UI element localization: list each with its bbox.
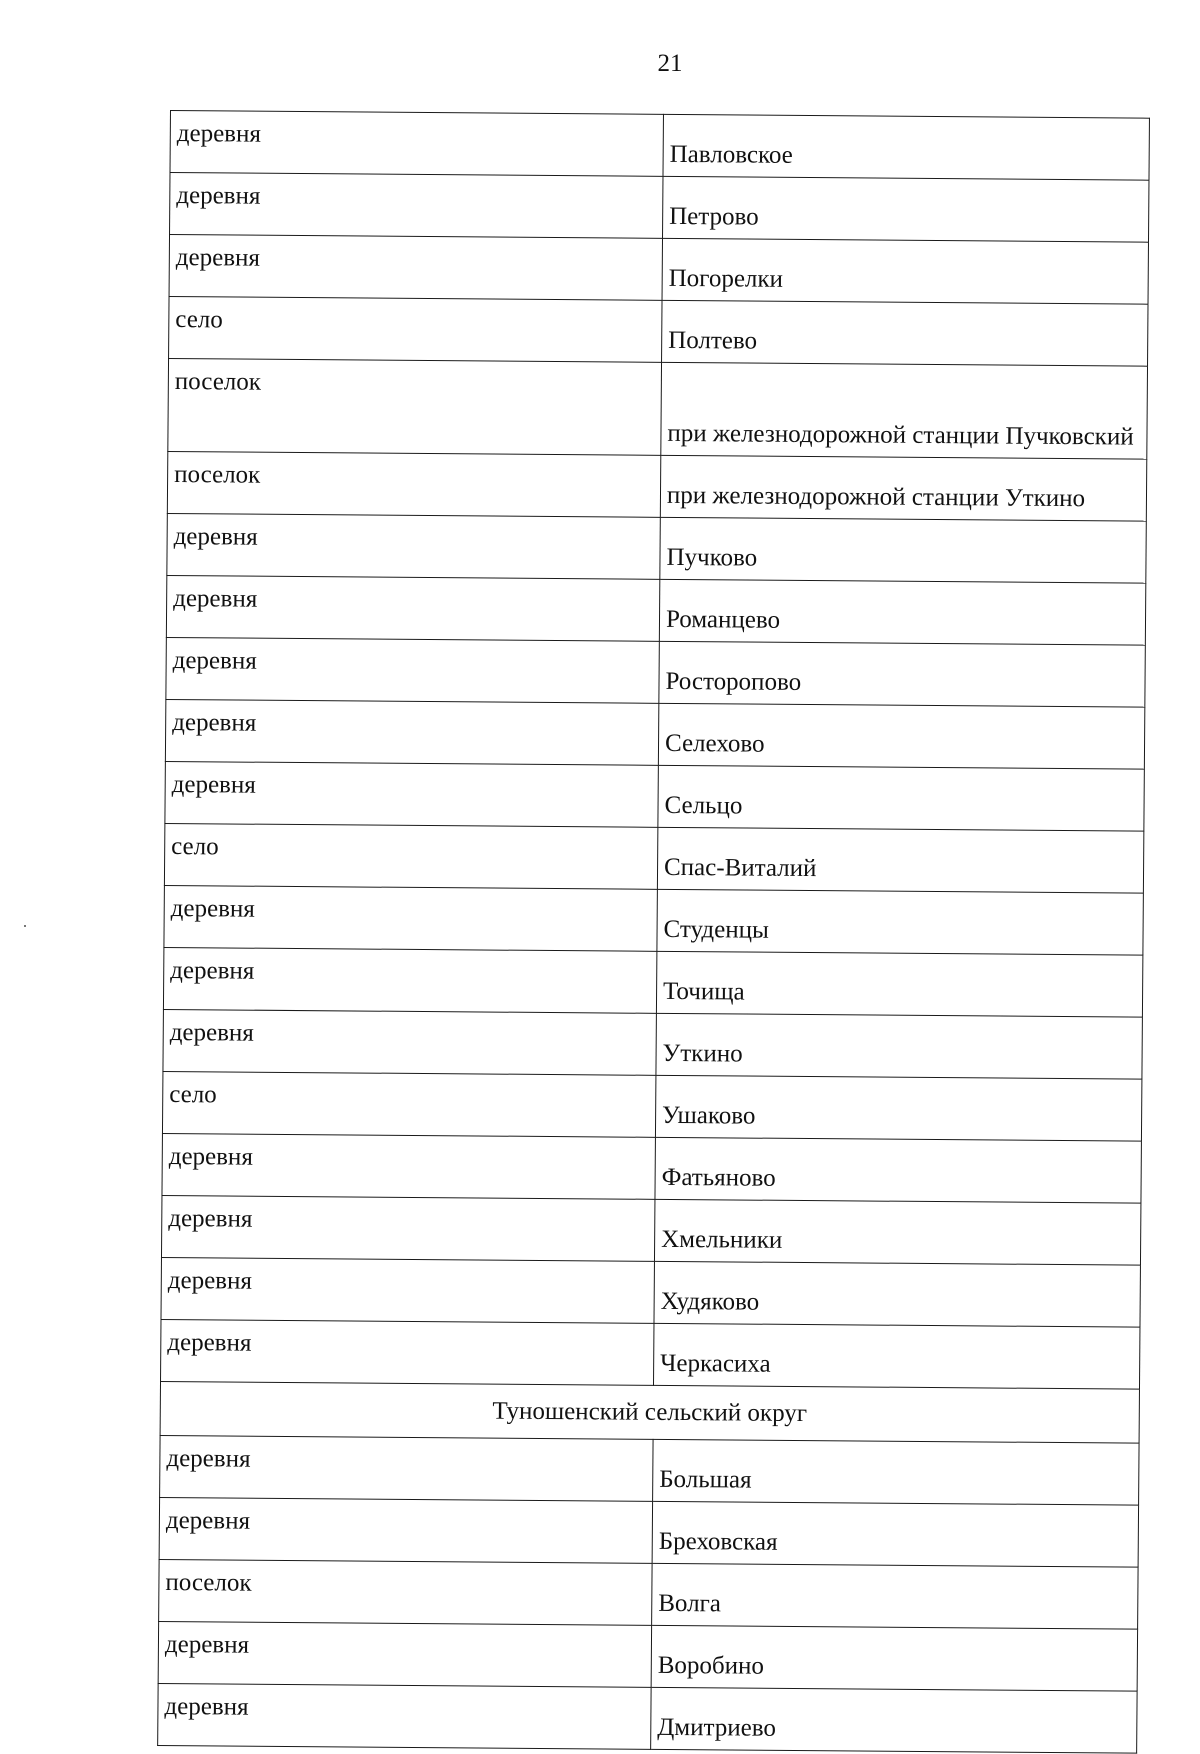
settlement-type: деревня — [163, 1009, 656, 1075]
settlement-type: поселок — [167, 451, 660, 517]
table-row — [159, 1559, 1138, 1629]
settlement-type: село — [162, 1071, 655, 1137]
settlement-type: деревня — [166, 575, 659, 641]
table-row — [161, 1257, 1140, 1327]
scan-speck — [24, 925, 26, 927]
settlement-name: Точища — [656, 951, 1142, 1017]
settlement-type: деревня — [164, 885, 657, 951]
settlement-name: Волга — [652, 1563, 1138, 1629]
settlement-name: Студенцы — [657, 889, 1143, 955]
settlement-type: деревня — [159, 1497, 652, 1563]
settlement-name: Пучково — [660, 517, 1146, 583]
settlement-name: Погорелки — [662, 238, 1148, 304]
settlement-name: Худяково — [654, 1261, 1140, 1327]
table-row — [166, 637, 1145, 707]
settlement-type: деревня — [169, 235, 662, 301]
settlement-type: деревня — [158, 1683, 651, 1749]
settlement-name: Воробино — [651, 1625, 1137, 1691]
page-number: 21 — [657, 50, 683, 77]
settlement-name: при железнодорожной станции Уткино — [660, 455, 1146, 521]
table-row — [159, 1497, 1138, 1567]
settlement-name: Дмитриево — [651, 1687, 1137, 1753]
settlement-name: Росторопово — [659, 641, 1145, 707]
table-row — [170, 111, 1149, 181]
settlement-name: Уткино — [656, 1013, 1142, 1079]
settlement-name: Ушаково — [655, 1075, 1141, 1141]
settlement-name: Петрово — [663, 176, 1149, 242]
settlement-name: Полтево — [662, 300, 1148, 366]
table-row — [160, 1435, 1139, 1505]
settlement-type: деревня — [163, 947, 656, 1013]
settlement-name: Фатьяново — [655, 1137, 1141, 1203]
settlement-type: деревня — [158, 1621, 651, 1687]
settlement-name: Хмельники — [654, 1199, 1140, 1265]
table-row — [167, 451, 1146, 521]
settlement-type: поселок — [168, 358, 662, 455]
table-row — [164, 823, 1143, 893]
table-row — [169, 296, 1148, 366]
settlement-name: при железнодорожной станции Пучковский — [661, 362, 1148, 459]
settlement-name: Спас-Виталий — [657, 827, 1143, 893]
settlement-type: деревня — [161, 1195, 654, 1261]
settlement-type: деревня — [161, 1257, 654, 1323]
settlement-type: деревня — [167, 513, 660, 579]
settlement-name: Романцево — [659, 579, 1145, 645]
settlements-table-container — [157, 110, 1150, 1754]
table-row — [162, 1071, 1141, 1141]
settlement-type: поселок — [159, 1559, 652, 1625]
table-row — [161, 1195, 1140, 1265]
settlement-name: Бреховская — [652, 1501, 1138, 1567]
table-row — [164, 885, 1143, 955]
table-row — [158, 1621, 1137, 1691]
table-row — [163, 947, 1142, 1017]
table-row — [165, 699, 1144, 769]
table-row — [167, 513, 1146, 583]
table-row — [168, 358, 1148, 459]
settlement-name: Селехово — [658, 703, 1144, 769]
settlement-type: деревня — [165, 761, 658, 827]
table-row — [161, 1319, 1140, 1389]
table-row — [163, 1009, 1142, 1079]
table-row — [158, 1683, 1137, 1753]
section-title: Туношенский сельский округ — [160, 1381, 1139, 1443]
settlement-type: деревня — [162, 1133, 655, 1199]
settlement-name: Черкасиха — [653, 1323, 1139, 1389]
section-header-row — [160, 1381, 1139, 1443]
settlement-type: село — [164, 823, 657, 889]
settlement-type: деревня — [161, 1319, 654, 1385]
settlement-name: Большая — [653, 1439, 1139, 1505]
table-row — [170, 173, 1149, 243]
settlement-type: деревня — [166, 637, 659, 703]
settlement-name: Павловское — [663, 114, 1149, 180]
settlement-name: Сельцо — [658, 765, 1144, 831]
table-row — [169, 235, 1148, 305]
settlement-type: деревня — [165, 699, 658, 765]
settlement-type: деревня — [170, 173, 663, 239]
table-row — [166, 575, 1145, 645]
settlement-type: село — [169, 296, 662, 362]
settlements-table — [157, 110, 1150, 1754]
settlement-type: деревня — [170, 111, 663, 177]
table-row — [162, 1133, 1141, 1203]
settlement-type: деревня — [160, 1435, 653, 1501]
table-row — [165, 761, 1144, 831]
